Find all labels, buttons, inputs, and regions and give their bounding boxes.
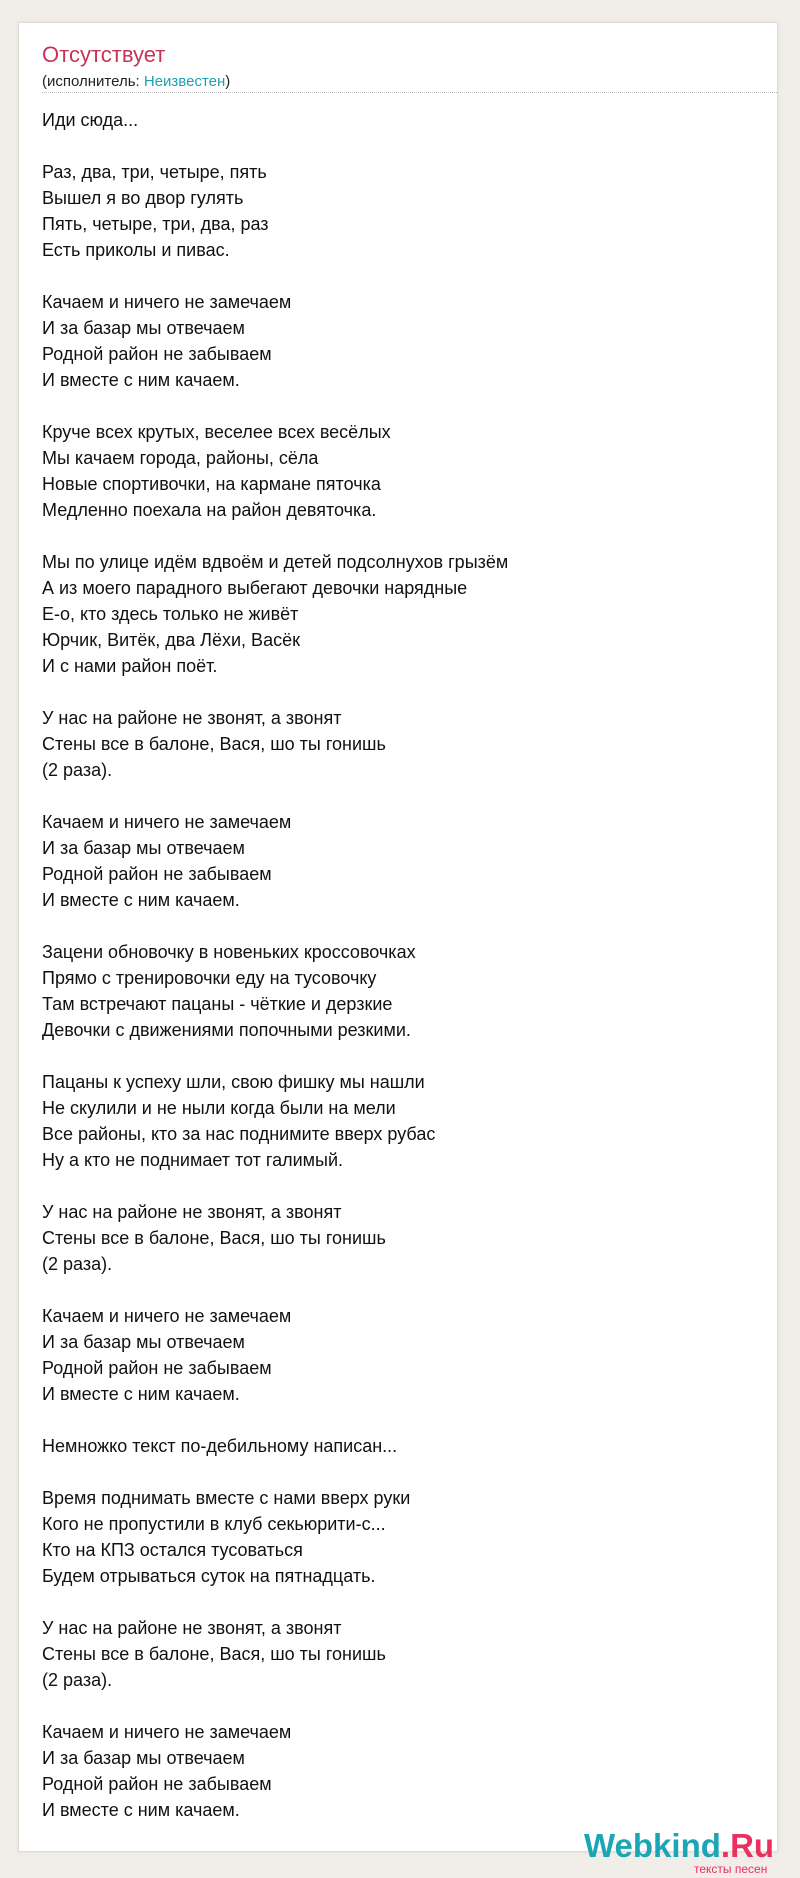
lyric-line: Родной район не забываем — [42, 344, 272, 364]
logo-tld: .Ru — [720, 1827, 775, 1864]
stanza-gap — [42, 523, 762, 549]
lyric-line: Кто на КПЗ остался тусоваться — [42, 1540, 303, 1560]
stanza-gap — [42, 133, 762, 159]
lyric-line: Будем отрываться суток на пятнадцать. — [42, 1566, 376, 1586]
lyric-line: И вместе с ним качаем. — [42, 1384, 240, 1404]
lyric-line: Е-о, кто здесь только не живёт — [42, 604, 299, 624]
lyric-line: Юрчик, Витёк, два Лёхи, Васёк — [42, 630, 300, 650]
lyric-line: А из моего парадного выбегают девочки нарядные — [42, 578, 468, 598]
lyric-line: Девочки с движениями попочными резкими. — [42, 1020, 411, 1040]
logo-wordmark — [584, 1828, 774, 1864]
lyric-line: У нас на районе не звонят, а звонят — [42, 1618, 342, 1638]
stanza-gap — [42, 1173, 762, 1199]
lyric-line: Родной район не забываем — [42, 1774, 272, 1794]
lyric-line: И вместе с ним качаем. — [42, 1800, 240, 1820]
lyric-line: Мы качаем города, районы, сёла — [42, 448, 319, 468]
lyric-line: И за базар мы отвечаем — [42, 318, 245, 338]
stanza-gap — [42, 263, 762, 289]
lyric-line: Время поднимать вместе с нами вверх руки — [42, 1488, 411, 1508]
lyrics-card — [18, 22, 778, 1876]
lyric-line: Медленно поехала на район девяточка. — [42, 500, 377, 520]
stanza-gap — [42, 1589, 762, 1615]
lyric-line: Мы по улице идём вдвоём и детей подсолнухов грызём — [42, 552, 509, 572]
lyric-line: Зацени обновочку в новеньких кроссовочках — [42, 942, 416, 962]
stanza-gap — [42, 1043, 762, 1069]
lyric-line: Вышел я во двор гулять — [42, 188, 244, 208]
stanza-gap — [42, 1277, 762, 1303]
artist-line — [42, 73, 230, 91]
lyric-line: Раз, два, три, четыре, пять — [42, 162, 267, 182]
artist-suffix: ) — [225, 73, 231, 90]
lyric-line: Качаем и ничего не замечаем — [42, 1306, 292, 1326]
title-divider — [42, 92, 777, 93]
stanza-gap — [42, 913, 762, 939]
lyrics-body — [42, 107, 762, 1823]
lyric-line: Кого не пропустили в клуб секьюрити-с... — [42, 1514, 386, 1534]
artist-prefix: (исполнитель: — [42, 73, 144, 90]
lyric-line: Все районы, кто за нас поднимите вверх рубас — [42, 1124, 436, 1144]
lyric-line: Пацаны к успеху шли, свою фишку мы нашли — [42, 1072, 425, 1092]
stanza-gap — [42, 783, 762, 809]
lyric-line: И вместе с ним качаем. — [42, 370, 240, 390]
lyric-line: Там встречают пацаны - чёткие и дерзкие — [42, 994, 393, 1014]
lyric-line: И за базар мы отвечаем — [42, 838, 245, 858]
artist-link[interactable]: Неизвестен — [143, 73, 226, 90]
stanza-gap — [42, 1459, 762, 1485]
lyric-line: У нас на районе не звонят, а звонят — [42, 708, 342, 728]
stanza-gap — [42, 679, 762, 705]
lyric-line: Новые спортивочки, на кармане пяточка — [42, 474, 381, 494]
song-title: Отсутствует — [42, 42, 166, 67]
lyric-line: И с нами район поёт. — [42, 656, 218, 676]
stanza-gap — [42, 1407, 762, 1433]
lyric-line: Иди сюда... — [42, 110, 139, 130]
lyric-line: Стены все в балоне, Вася, шо ты гонишь — [42, 1228, 386, 1248]
lyric-line: Стены все в балоне, Вася, шо ты гонишь — [42, 734, 386, 754]
stanza-gap — [42, 1693, 762, 1719]
stanza-gap — [42, 393, 762, 419]
lyric-line: Есть приколы и пивас. — [42, 240, 230, 260]
lyric-line: И вместе с ним качаем. — [42, 890, 240, 910]
lyric-line: Ну а кто не поднимает тот галимый. — [42, 1150, 344, 1170]
lyric-line: Стены все в балоне, Вася, шо ты гонишь — [42, 1644, 386, 1664]
lyric-line: (2 раза). — [42, 1254, 113, 1274]
lyric-line: Круче всех крутых, веселее всех весёлых — [42, 422, 391, 442]
logo-name: Webkind — [584, 1827, 721, 1864]
lyric-line: Родной район не забываем — [42, 1358, 272, 1378]
lyric-line: (2 раза). — [42, 760, 113, 780]
webkind-logo[interactable] — [584, 1828, 794, 1878]
lyric-line: Качаем и ничего не замечаем — [42, 1722, 292, 1742]
lyric-line: Родной район не забываем — [42, 864, 272, 884]
lyric-line: Качаем и ничего не замечаем — [42, 292, 292, 312]
logo-tagline: тексты песен — [694, 1862, 768, 1876]
lyric-line: И за базар мы отвечаем — [42, 1748, 245, 1768]
lyric-line: У нас на районе не звонят, а звонят — [42, 1202, 342, 1222]
lyric-line: Качаем и ничего не замечаем — [42, 812, 292, 832]
lyric-line: Немножко текст по-дебильному написан... — [42, 1436, 398, 1456]
lyric-line: Прямо с тренировочки еду на тусовочку — [42, 968, 377, 988]
lyric-line: Не скулили и не ныли когда были на мели — [42, 1098, 396, 1118]
lyric-line: Пять, четыре, три, два, раз — [42, 214, 269, 234]
lyric-line: (2 раза). — [42, 1670, 113, 1690]
lyric-line: И за базар мы отвечаем — [42, 1332, 245, 1352]
